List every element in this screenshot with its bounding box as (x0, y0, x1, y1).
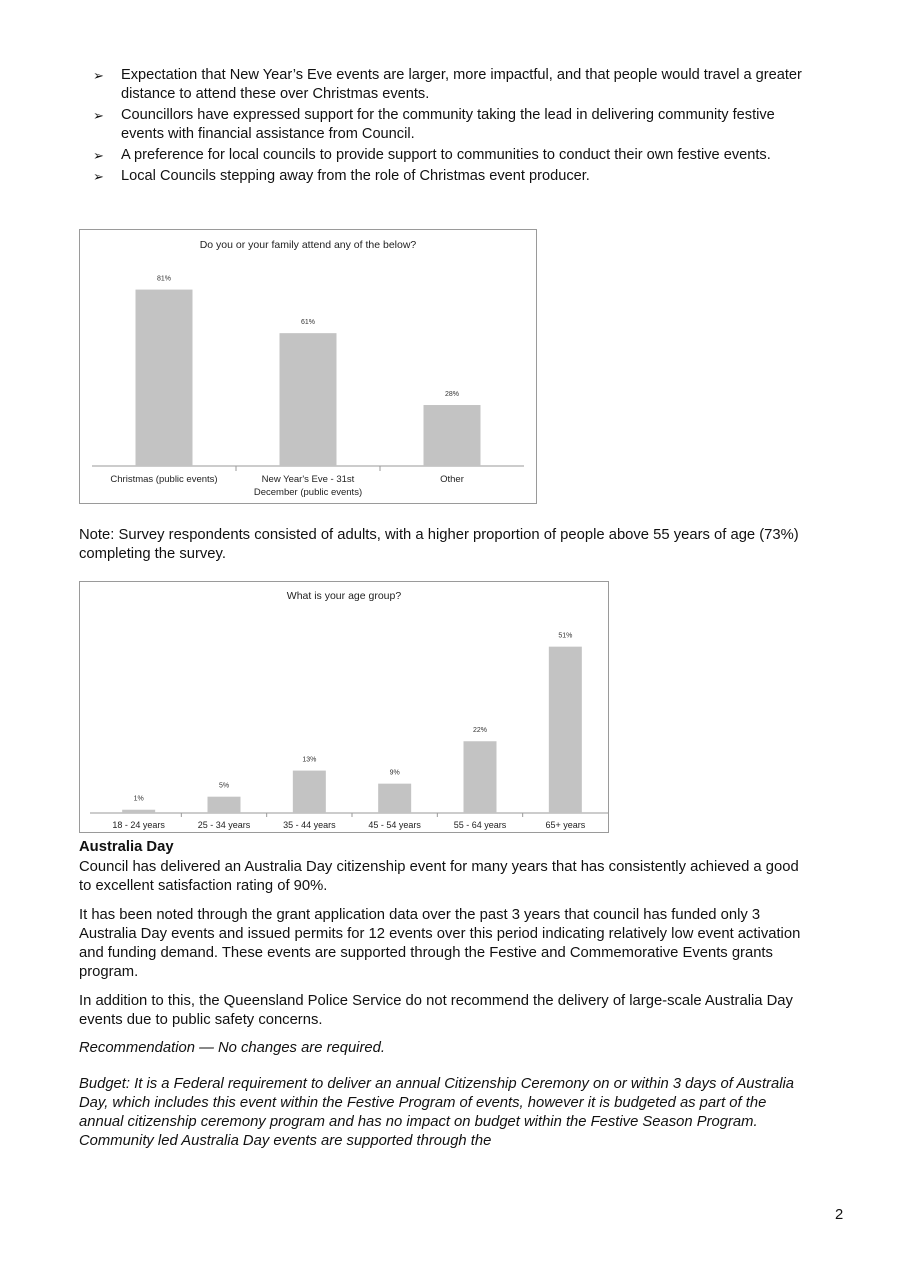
bar (208, 797, 241, 813)
tick-label: 25 - 34 years (197, 820, 251, 830)
data-label: 81% (156, 275, 172, 283)
arrow-bullet-icon: ➢ (93, 169, 104, 184)
bullet-item: ➢ A preference for local councils to provide support to communities to conduct their own festive events. (93, 147, 771, 163)
arrow-bullet-icon: ➢ (93, 148, 104, 163)
bullet-item: ➢ Local Councils stepping away from the role of Christmas event producer. (93, 168, 590, 184)
budget-paragraph: Budget: It is a Federal requirement to deliver an annual Citizenship Ceremony on or within 3 days of Australia Day, which includes this event within the Festive Program of events, however it is budgeted as part of the annual citizenship ceremony program and has no impact on budget within the Festive Season Program. Community led Australia Day events are supported through the (79, 1076, 795, 1149)
bar (122, 810, 155, 813)
chart-title: What is your age group? (286, 590, 402, 602)
bar (464, 741, 497, 813)
tick-label: 18 - 24 years (112, 820, 165, 830)
data-label: 13% (302, 756, 317, 764)
tick-label: December (public events) (253, 487, 363, 498)
chart-title: Do you or your family attend any of the below? (199, 239, 417, 251)
bar (293, 771, 326, 813)
bullet-item: ➢ Councillors have expressed support for the community taking the lead in delivering community festive events with financial assistance from Council. (93, 107, 775, 142)
data-label: 61% (300, 319, 316, 327)
age-group-chart-svg (80, 582, 608, 832)
bar (424, 405, 481, 466)
bar (280, 333, 337, 466)
bar (378, 784, 411, 813)
page-number: 2 (835, 1207, 844, 1223)
arrow-bullet-icon: ➢ (93, 68, 104, 83)
tick-label: Other (440, 474, 464, 485)
survey-note: Note: Survey respondents consisted of adults, with a higher proportion of people above 55 years of age (73%) completing the survey. (79, 527, 799, 562)
bar (549, 647, 582, 813)
arrow-bullet-icon: ➢ (93, 108, 104, 123)
paragraph: Council has delivered an Australia Day citizenship event for many years that has consistently achieved a good to excellent satisfaction rating of 90%. (79, 859, 799, 894)
data-label: 1% (133, 795, 144, 803)
data-label: 9% (389, 769, 400, 777)
tick-label: 45 - 54 years (368, 820, 421, 830)
tick-label: New Year's Eve - 31st (261, 474, 355, 485)
paragraph: In addition to this, the Queensland Police Service do not recommend the delivery of large-scale Australia Day events due to public safety concerns. (79, 993, 793, 1028)
attendance-chart (79, 229, 537, 504)
tick-label: 55 - 64 years (453, 820, 507, 830)
tick-label: Christmas (public events) (110, 474, 218, 485)
section-heading: Australia Day (79, 839, 174, 855)
bullet-item: ➢ Expectation that New Year’s Eve events are larger, more impactful, and that people would travel a greater distance to attend these over Christmas events. (93, 67, 802, 102)
bar (136, 290, 193, 466)
attendance-chart-svg (80, 230, 536, 503)
data-label: 28% (444, 391, 460, 399)
tick-label: 65+ years (545, 820, 586, 830)
age-group-chart (79, 581, 609, 833)
paragraph: It has been noted through the grant application data over the past 3 years that council has funded only 3 Australia Day events and issued permits for 12 events over this period indicating relatively low event activation and funding demand. These events are supported through the Festive and Commemorative Events grants program. (79, 907, 801, 980)
data-label: 22% (472, 727, 488, 735)
tick-label: 35 - 44 years (283, 820, 336, 830)
data-label: 5% (218, 782, 230, 790)
data-label: 51% (558, 632, 573, 640)
recommendation: Recommendation — No changes are required. (79, 1040, 385, 1056)
bullet-list (93, 66, 813, 188)
